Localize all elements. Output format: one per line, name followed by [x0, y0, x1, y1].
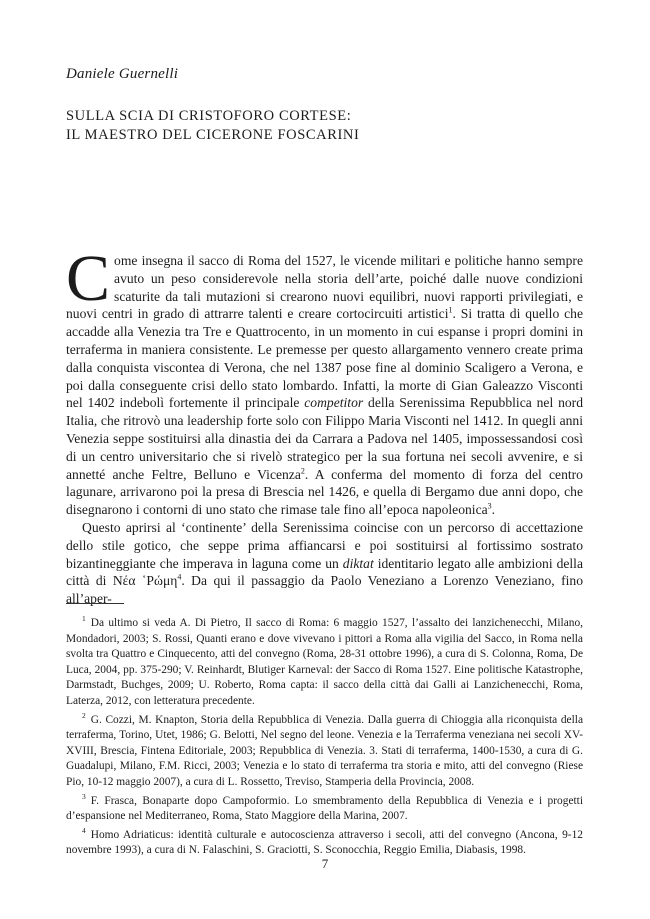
footnote-ref-1[interactable]: 1: [448, 305, 453, 315]
paragraph-2: [66, 519, 583, 608]
footnote-1: [66, 616, 583, 710]
paragraph-2-part-b: identitario legato alle ambizioni della città di Νέα ῾Ρώμη: [66, 555, 583, 589]
body-text: [66, 242, 583, 608]
article-title: [66, 107, 359, 145]
footnotes: [66, 616, 583, 862]
footnote-2: [66, 710, 583, 791]
author-name: Daniele Guernelli: [66, 66, 179, 82]
footnote-ref-2[interactable]: 2: [300, 466, 305, 476]
footnote-text: Homo Adriaticus: identità culturale e autocoscienza attraverso i secoli, atti del convegno (Ancona, 9-12 novembre 1993), a cura di N. Falaschini, S. Graciotti, S. Sconocchia, Reggio Emilia, Diabasis, 1998.: [66, 828, 583, 857]
footnote-text: F. Frasca, Bonaparte dopo Campoformio. Lo smembramento della Repubblica di Venezia e i progetti d’espansione nel Mediterraneo, Roma, Stato Maggiore della Marina, 2007.: [66, 794, 583, 823]
paragraph-1: [66, 242, 583, 519]
title-line-2: IL MAESTRO DEL CICERONE FOSCARINI: [66, 127, 360, 143]
footnote-text: G. Cozzi, M. Knapton, Storia della Repubblica di Venezia. Dalla guerra di Chioggia alla riconquista della terraferma, Torino, Utet, 1986; G. Belotti, Nel segno del leone. Venezia e la Terraferma veneziana nei secoli XV-XVIII, Brescia, Fintena Editoriale, 2003; Repubblica di Venezia. 3. Stati di terraferma, 1400-1530, a cura di G. Guadalupi, Milano, F.M. Ricci, 2003; Venezia e lo stato di terraferma tra storia e mito, atti del convegno (Riese Pio, 10-12 maggio 2007), a cura di L. Rossetto, Treviso, Stamperia della Provincia, 2008.: [66, 713, 583, 788]
title-line-1: SULLA SCIA DI CRISTOFORO CORTESE:: [66, 108, 352, 124]
footnote-number: 3: [82, 791, 86, 801]
footnote-ref-4[interactable]: 4: [177, 572, 182, 582]
footnote-number: 4: [82, 825, 86, 835]
diktat-term: diktat: [342, 555, 374, 571]
paragraph-2-part-a: Questo aprirsi al ‘continente’ della Serenissima coincise con un percorso di accettazione dello stile gotico, che seppe prima affiancarsi e poi sostituirsi al fortissimo sostrato bizantineggiante che imperava in laguna come un: [66, 519, 583, 571]
paragraph-1-part-c: della Serenissima Repubblica nel nord Italia, che ritrovò una leadership forte solo con Filippo Maria Visconti nel 1412. In quegli anni Venezia seppe sostituirsi alla dinastia dei da Carrara a Padova nel 1405, impossessandosi così di un centro universitario che si rivelò strategico per la sua fortuna nei secoli avvenire, e si annetté anche Feltre, Belluno e Vicenza: [66, 395, 583, 482]
footnote-divider: [66, 603, 124, 604]
footnote-text: Da ultimo si veda A. Di Pietro, Il sacco di Roma: 6 maggio 1527, l’assalto dei lanzichenecchi, Milano, Mondadori, 2003; S. Rossi, Quanti erano e dove vivevano i pittori a Roma alla vigilia del Sacco, in Roma nella svolta tra Quattro e Cinquecento, atti del convegno (Roma, 28-31 ottobre 1996), a cura di S. Colonna, Roma, De Luca, 2004, pp. 375-290; V. Reinhardt, Blutiger Karneval: der Sacco di Roma 1527. Eine politische Katastrophe, Darmstadt, Buchges, 2009; U. Roberto, Roma capta: il sacco della città dai Galli ai Lanzichenecchi, Roma, Laterza, 2012, con letteratura precedente.: [66, 617, 583, 707]
footnote-ref-3[interactable]: 3: [487, 501, 492, 511]
footnote-number: 1: [82, 614, 86, 624]
paragraph-1-part-b: . Si tratta di quello che accadde alla Venezia tra Tre e Quattrocento, in un momento in cui espanse i propri domini in terraferma in maniera consistente. Le premesse per questo allargamento vennero create prima dalla conquista viscontea di Verona, che nel 1387 pose fine al dominio Scaligero a Verona, e poi dalla conseguente crisi dello stato lombardo. Infatti, la morte di Gian Galeazzo Visconti nel 1402 indebolì fortemente il principale: [66, 306, 583, 411]
drop-cap: C: [66, 242, 111, 315]
footnote-number: 2: [82, 710, 86, 720]
paragraph-1-part-e: .: [491, 502, 496, 518]
footnote-4: [66, 825, 583, 859]
paragraph-1-part-d: . A conferma del momento di forza del centro lagunare, arrivarono poi la presa di Brescia nel 1426, e quella di Bergamo due anni dopo, che disegnarono i contorni di uno stato che rimase tale fino all’epoca napoleonica: [66, 466, 583, 518]
page-number: 7: [321, 856, 329, 871]
footnote-3: [66, 791, 583, 825]
paragraph-2-part-c: . Da qui il passaggio da Paolo Veneziano a Lorenzo Veneziano, fino all’aper-: [66, 573, 583, 607]
competitor-term: competitor: [304, 395, 364, 411]
paragraph-1-part-a: ome insegna il sacco di Roma del 1527, le vicende militari e politiche hanno sempre avuto un peso considerevole nella storia dell’arte, poiché dalle nuove condizioni scaturite da tali mutazioni si crearono nuovi equilibri, nuovi rapporti privilegiati, e nuovi centri in grado di attrarre talenti e creare cortocircuiti artistici: [66, 253, 583, 322]
